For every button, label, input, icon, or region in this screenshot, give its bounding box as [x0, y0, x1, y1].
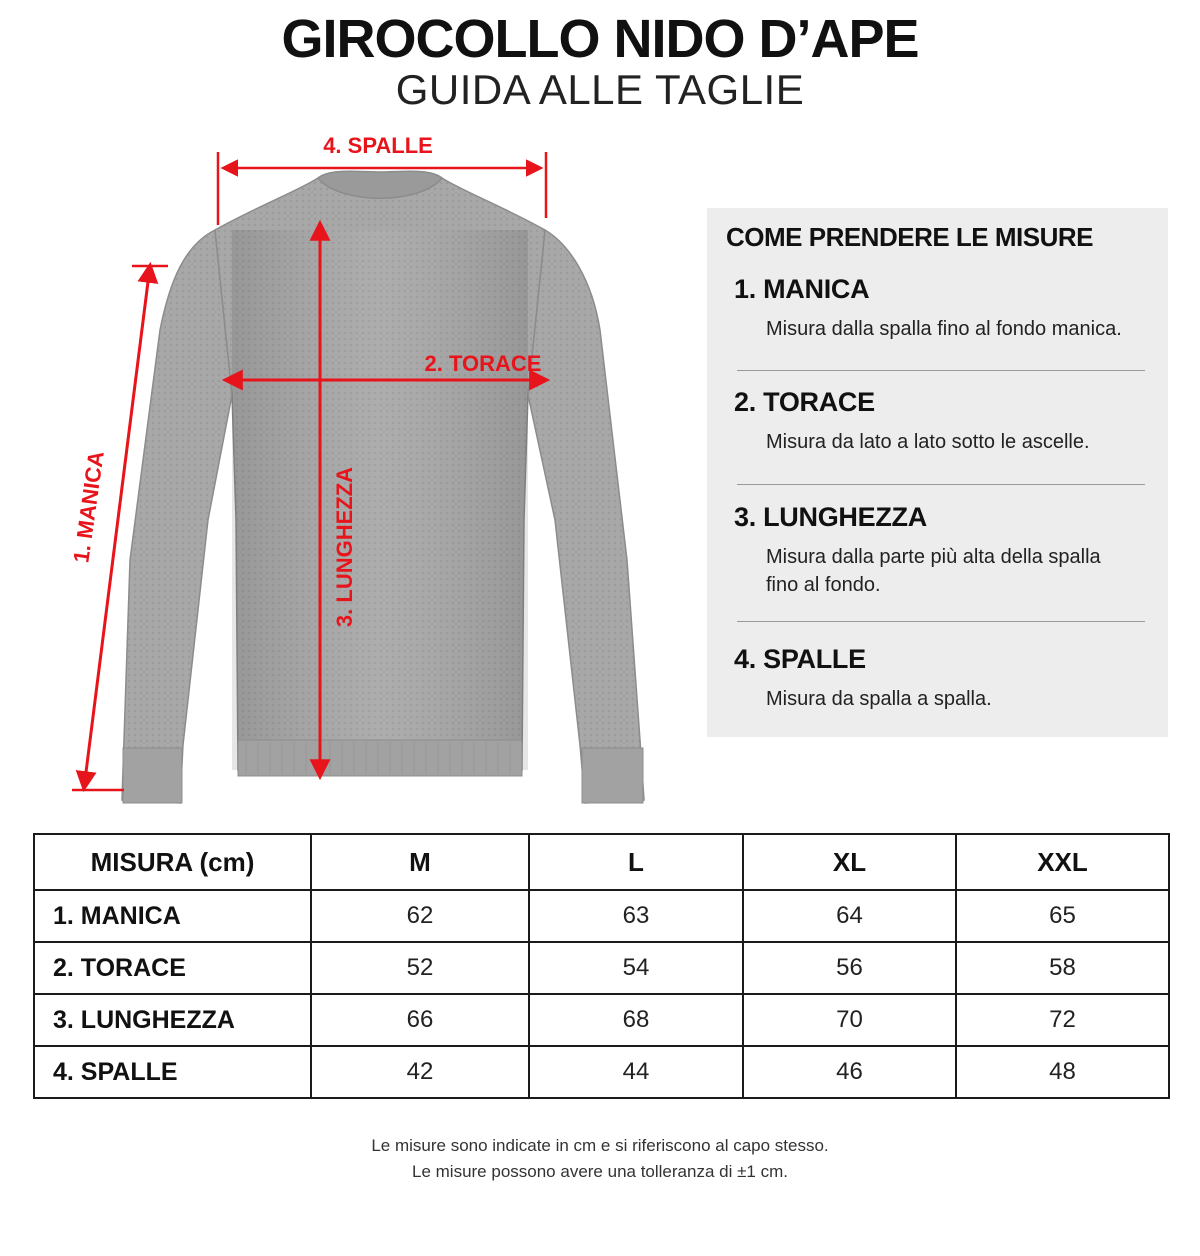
guide-item-desc: Misura da spalla a spalla.: [766, 688, 992, 710]
guide-divider: [737, 484, 1145, 485]
table-cell: 66: [311, 994, 529, 1046]
table-cell: 48: [956, 1046, 1169, 1098]
sweater-hem: [238, 740, 522, 776]
guide-item-title: 3. LUNGHEZZA: [734, 502, 927, 532]
guide-item-torace: [734, 387, 1154, 456]
guide-item-spalle: [734, 644, 1154, 713]
footnote-tolerance: Le misure possono avere una tolleranza di ±1 cm.: [412, 1162, 788, 1181]
table-row: [34, 942, 1169, 994]
guide-item-desc: Misura dalla spalla fino al fondo manica.: [766, 318, 1122, 340]
table-cell: 72: [956, 994, 1169, 1046]
table-cell: 54: [529, 942, 743, 994]
sweater-left-cuff: [123, 748, 182, 803]
torace-label: 2. TORACE: [424, 351, 542, 376]
table-cell: 64: [743, 890, 956, 942]
page-title: GIROCOLLO NIDO D’APE: [281, 9, 919, 69]
table-cell: 68: [529, 994, 743, 1046]
sweater-right-sleeve: [528, 230, 644, 803]
guide-item-title: 2. TORACE: [734, 387, 875, 417]
table-header-row: [34, 834, 1169, 890]
table-cell: 44: [529, 1046, 743, 1098]
column-header: L: [529, 834, 743, 890]
guide-divider: [737, 621, 1145, 622]
size-table: [33, 833, 1170, 1099]
page-subtitle: GUIDA ALLE TAGLIE: [395, 66, 805, 113]
table-cell: 63: [529, 890, 743, 942]
sweater-left-sleeve: [122, 230, 232, 803]
table-cell: 62: [311, 890, 529, 942]
guide-item-desc: Misura da lato a lato sotto le ascelle.: [766, 431, 1090, 453]
table-cell: 70: [743, 994, 956, 1046]
guide-item-title: 4. SPALLE: [734, 644, 866, 674]
measure-guide-panel: [707, 208, 1168, 737]
column-header: M: [311, 834, 529, 890]
guide-item-manica: [734, 274, 1154, 343]
row-label: 4. SPALLE: [34, 1046, 311, 1098]
table-row: [34, 1046, 1169, 1098]
table-row: [34, 994, 1169, 1046]
column-header: XL: [743, 834, 956, 890]
table-cell: 56: [743, 942, 956, 994]
guide-item-title: 1. MANICA: [734, 274, 870, 304]
guide-heading: COME PRENDERE LE MISURE: [726, 222, 1093, 252]
guide-divider: [737, 370, 1145, 371]
guide-item-desc: Misura dalla parte più alta della spalla fino al fondo.: [766, 546, 1101, 596]
row-label: 2. TORACE: [34, 942, 311, 994]
sweater-diagram: [0, 120, 700, 820]
table-cell: 42: [311, 1046, 529, 1098]
row-label: 1. MANICA: [34, 890, 311, 942]
lunghezza-label: 3. LUNGHEZZA: [332, 466, 357, 628]
spalle-label: 4. SPALLE: [323, 133, 433, 158]
table-cell: 52: [311, 942, 529, 994]
row-label: 3. LUNGHEZZA: [34, 994, 311, 1046]
manica-label: 1. MANICA: [68, 449, 109, 565]
table-cell: 46: [743, 1046, 956, 1098]
table-cell: 65: [956, 890, 1169, 942]
table-row: [34, 890, 1169, 942]
sweater-right-cuff: [582, 748, 643, 803]
table-cell: 58: [956, 942, 1169, 994]
column-header: XXL: [956, 834, 1169, 890]
guide-item-lunghezza: [734, 502, 1154, 599]
column-header: MISURA (cm): [34, 834, 311, 890]
footnote-units: Le misure sono indicate in cm e si riferiscono al capo stesso.: [371, 1136, 829, 1155]
